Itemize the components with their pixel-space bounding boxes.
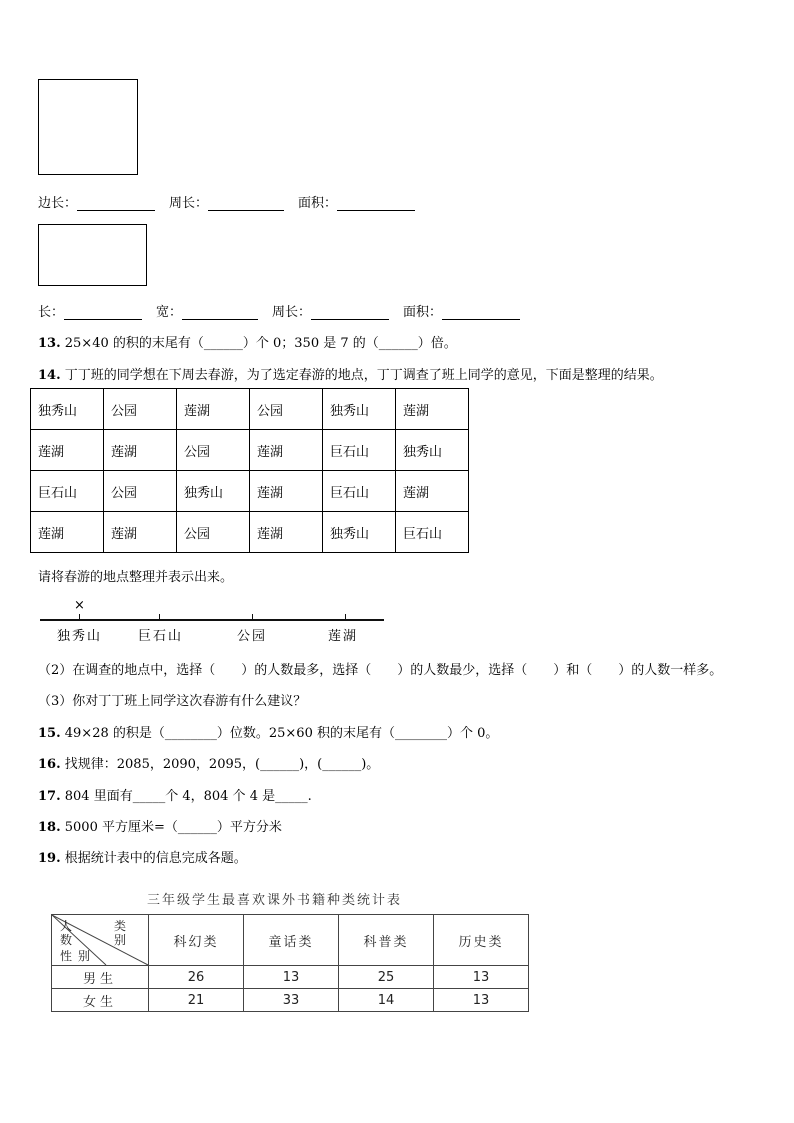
stats-column-header: 童话类	[244, 915, 339, 966]
axis-tick	[79, 614, 80, 619]
survey-cell: 公园	[177, 512, 250, 553]
axis-label-lianhu: 莲湖	[328, 629, 359, 644]
survey-cell: 莲湖	[250, 471, 323, 512]
question-14-number: 14.	[38, 368, 61, 383]
location-axis	[40, 600, 386, 645]
question-15-text: 49×28 的积是（________）位数。25×60 积的末尾有（________）个 0。	[64, 726, 499, 741]
survey-cell: 莲湖	[396, 471, 469, 512]
question-13-text: 25×40 的积的末尾有（______）个 0；350 是 7 的（______）倍。	[64, 336, 457, 351]
question-18	[38, 816, 282, 835]
perimeter-blank[interactable]	[208, 196, 284, 211]
question-14-part-3: （3）你对丁丁班上同学这次春游有什么建议？	[38, 694, 307, 709]
question-17-text: 804 里面有_____个 4，804 个 4 是_____.	[64, 789, 312, 804]
survey-cell: 莲湖	[396, 389, 469, 430]
survey-cell: 巨石山	[31, 471, 104, 512]
survey-cell: 莲湖	[104, 512, 177, 553]
question-16-number: 16.	[38, 757, 61, 772]
survey-cell: 莲湖	[177, 389, 250, 430]
stats-cell: 26	[149, 966, 244, 989]
axis-mark: ×	[74, 598, 85, 613]
survey-cell: 独秀山	[177, 471, 250, 512]
stats-row-label: 女生	[52, 989, 149, 1012]
survey-cell: 独秀山	[31, 389, 104, 430]
side-length-label: 边长：	[38, 196, 78, 211]
perimeter-label: 周长：	[169, 196, 209, 211]
axis-tick	[252, 614, 253, 619]
survey-cell: 莲湖	[31, 512, 104, 553]
stats-cell: 13	[244, 966, 339, 989]
area-blank[interactable]	[337, 196, 415, 211]
side-length-blank[interactable]	[77, 196, 155, 211]
question-15	[38, 722, 498, 741]
question-17-number: 17.	[38, 789, 61, 804]
length-blank[interactable]	[64, 305, 142, 320]
stats-cell: 13	[434, 989, 529, 1012]
question-14	[38, 364, 663, 383]
length-label: 长：	[38, 305, 65, 320]
axis-label-jushishan: 巨石山	[138, 629, 184, 644]
survey-cell: 莲湖	[250, 430, 323, 471]
survey-cell: 公园	[104, 471, 177, 512]
table-row	[31, 471, 469, 512]
survey-cell: 莲湖	[31, 430, 104, 471]
question-16	[38, 753, 379, 772]
area-label: 面积：	[298, 196, 338, 211]
table-row	[31, 512, 469, 553]
question-16-text: 找规律：2085，2090，2095，(______)，(______)。	[64, 757, 380, 772]
corner-category-label: 类别	[114, 919, 133, 947]
stats-column-header: 科普类	[339, 915, 434, 966]
survey-cell: 独秀山	[396, 430, 469, 471]
survey-cell: 公园	[177, 430, 250, 471]
survey-cell: 巨石山	[323, 471, 396, 512]
survey-cell: 巨石山	[323, 430, 396, 471]
stats-table	[51, 914, 529, 1012]
rectangle-answer-row	[38, 301, 520, 320]
question-17	[38, 785, 312, 804]
question-13-number: 13.	[38, 336, 61, 351]
survey-cell: 公园	[250, 389, 323, 430]
square-answer-row	[38, 192, 415, 211]
survey-cell: 独秀山	[323, 512, 396, 553]
stats-cell: 13	[434, 966, 529, 989]
corner-count-label: 人数	[60, 919, 79, 947]
survey-cell: 公园	[104, 389, 177, 430]
question-18-number: 18.	[38, 820, 61, 835]
survey-cell: 独秀山	[323, 389, 396, 430]
axis-line	[40, 619, 384, 621]
table-row	[31, 430, 469, 471]
stats-table-title: 三年级学生最喜欢课外书籍种类统计表	[147, 893, 403, 908]
question-14-text: 丁丁班的同学想在下周去春游，为了选定春游的地点，丁丁调查了班上同学的意见，下面是整理的结果。	[64, 368, 663, 383]
stats-cell: 14	[339, 989, 434, 1012]
question-19	[38, 847, 247, 866]
stats-cell: 33	[244, 989, 339, 1012]
table-row	[52, 966, 529, 989]
rect-area-label: 面积：	[403, 305, 443, 320]
width-blank[interactable]	[182, 305, 258, 320]
rect-perimeter-label: 周长：	[272, 305, 312, 320]
table-row	[31, 389, 469, 430]
rect-area-blank[interactable]	[442, 305, 520, 320]
stats-header-corner	[52, 915, 149, 966]
stats-cell: 21	[149, 989, 244, 1012]
survey-cell: 巨石山	[396, 512, 469, 553]
corner-gender-label: 性别	[60, 949, 97, 963]
survey-cell: 莲湖	[104, 430, 177, 471]
axis-label-gongyuan: 公园	[237, 629, 268, 644]
stats-column-header: 历史类	[434, 915, 529, 966]
question-13	[38, 332, 457, 351]
stats-column-header: 科幻类	[149, 915, 244, 966]
rectangle-figure	[38, 224, 147, 286]
axis-label-duxiushan: 独秀山	[57, 629, 103, 644]
rect-perimeter-blank[interactable]	[311, 305, 389, 320]
table-row	[52, 915, 529, 966]
stats-row-label: 男生	[52, 966, 149, 989]
question-18-text: 5000 平方厘米=（______）平方分米	[64, 820, 282, 835]
survey-table	[30, 388, 469, 553]
question-15-number: 15.	[38, 726, 61, 741]
question-14-instruction: 请将春游的地点整理并表示出来。	[38, 570, 234, 585]
table-row	[52, 989, 529, 1012]
question-19-number: 19.	[38, 851, 61, 866]
survey-cell: 莲湖	[250, 512, 323, 553]
stats-cell: 25	[339, 966, 434, 989]
width-label: 宽：	[156, 305, 183, 320]
axis-tick	[345, 614, 346, 619]
question-19-text: 根据统计表中的信息完成各题。	[64, 851, 247, 866]
question-14-part-2: （2）在调查的地点中，选择（ ）的人数最多，选择（ ）的人数最少，选择（ ）和（ ）的人数一样多。	[38, 663, 723, 678]
axis-tick	[159, 614, 160, 619]
square-figure	[38, 79, 138, 175]
